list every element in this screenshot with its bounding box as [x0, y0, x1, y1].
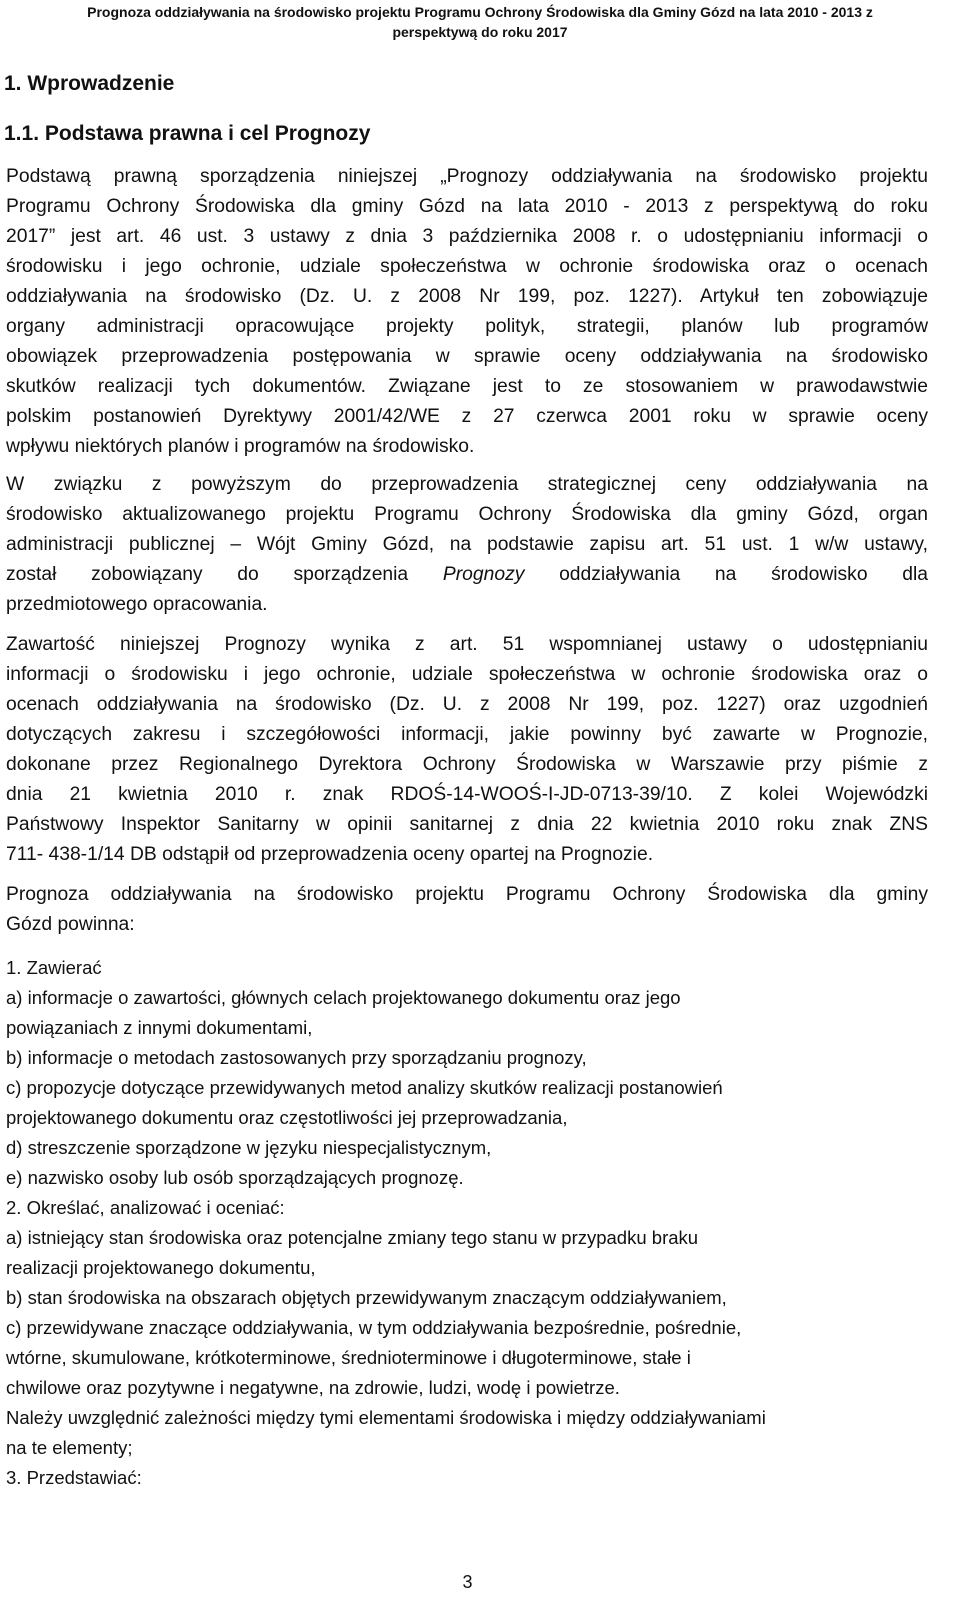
- text-line: 711- 438-1/14 DB odstąpił od przeprowadzenia oceny opartej na Prognozie.: [6, 844, 654, 865]
- text-line: Programu Ochrony Środowiska dla gminy Gózd na lata 2010 - 2013 z perspektywą do roku: [6, 196, 928, 217]
- text-line: oddziaływania na środowisko (Dz. U. z 2008 Nr 199, poz. 1227). Artykuł ten zobowiązuje: [6, 286, 928, 307]
- text-line: informacji o środowisku i jego ochronie, udziale społeczeństwa w ochronie środowiska oraz o: [6, 664, 928, 685]
- text-line: środowisku i jego ochronie, udziale społeczeństwa w ochronie środowiska oraz o ocenach: [6, 256, 928, 277]
- page-number: 3: [462, 1572, 473, 1592]
- header-line-2: perspektywą do roku 2017: [392, 24, 568, 40]
- paragraph-legal-basis: [6, 162, 928, 462]
- text-line: polskim postanowień Dyrektywy 2001/42/WE z 27 czerwca 2001 roku w sprawie oceny: [6, 406, 928, 427]
- text-line: dotyczących zakresu i szczegółowości informacji, jakie powinny być zawarte w Prognozie,: [6, 724, 928, 745]
- list-item: c) propozycje dotyczące przewidywanych metod analizy skutków realizacji postanowień: [6, 1077, 723, 1098]
- text-line: ocenach oddziaływania na środowisko (Dz. U. z 2008 Nr 199, poz. 1227) oraz uzgodnień: [6, 694, 928, 715]
- list-item: 2. Określać, analizować i oceniać:: [6, 1197, 285, 1218]
- list-item: Należy uwzględnić zależności między tymi elementami środowiska i między oddziaływaniami: [6, 1407, 766, 1428]
- text-line: Państwowy Inspektor Sanitarny w opinii sanitarnej z dnia 22 kwietnia 2010 roku znak ZNS: [6, 814, 928, 835]
- text-line: dnia 21 kwietnia 2010 r. znak RDOŚ-14-WOOŚ-I-JD-0713-39/10. Z kolei Wojewódzki: [6, 784, 928, 805]
- text-line: wpływu niektórych planów i programów na środowisko.: [6, 436, 475, 457]
- running-header: [0, 2, 960, 42]
- text-run: został zobowiązany do sporządzenia: [6, 564, 443, 585]
- list-item: 1. Zawierać: [6, 957, 102, 978]
- list-item: chwilowe oraz pozytywne i negatywne, na zdrowie, ludzi, wodę i powietrze.: [6, 1377, 620, 1398]
- requirements-list: [6, 953, 928, 1493]
- text-line: Podstawą prawną sporządzenia niniejszej „Prognozy oddziaływania na środowisko projektu: [6, 166, 928, 187]
- text-line: przedmiotowego opracowania.: [6, 594, 268, 615]
- header-line-1: Prognoza oddziaływania na środowisko projektu Programu Ochrony Środowiska dla Gminy Gózd na lata 2010 - 2013 z: [87, 4, 873, 20]
- text-line: [6, 560, 928, 590]
- list-item: 3. Przedstawiać:: [6, 1467, 142, 1488]
- text-line: administracji publicznej – Wójt Gminy Gózd, na podstawie zapisu art. 51 ust. 1 w/w ustawy,: [6, 534, 928, 555]
- list-item: e) nazwisko osoby lub osób sporządzających prognozę.: [6, 1167, 464, 1188]
- list-item: powiązaniach z innymi dokumentami,: [6, 1017, 313, 1038]
- paragraph-contents: [6, 630, 928, 870]
- text-line: 2017” jest art. 46 ust. 3 ustawy z dnia 3 października 2008 r. o udostępnianiu informacji o: [6, 226, 928, 247]
- list-item: realizacji projektowanego dokumentu,: [6, 1257, 316, 1278]
- subsection-title: 1.1. Podstawa prawna i cel Prognozy: [4, 122, 371, 145]
- text-line: dokonane przez Regionalnego Dyrektora Ochrony Środowiska w Warszawie przy piśmie z: [6, 754, 928, 775]
- list-item: b) stan środowiska na obszarach objętych przewidywanym znaczącym oddziaływaniem,: [6, 1287, 727, 1308]
- list-item: wtórne, skumulowane, krótkoterminowe, średnioterminowe i długoterminowe, stałe i: [6, 1347, 691, 1368]
- list-item: a) istniejący stan środowiska oraz potencjalne zmiany tego stanu w przypadku braku: [6, 1227, 699, 1248]
- text-line: środowisko aktualizowanego projektu Programu Ochrony Środowiska dla gminy Gózd, organ: [6, 504, 928, 525]
- list-item: d) streszczenie sporządzone w języku niespecjalistycznym,: [6, 1137, 492, 1158]
- list-item: a) informacje o zawartości, głównych celach projektowanego dokumentu oraz jego: [6, 987, 681, 1008]
- list-item: na te elementy;: [6, 1437, 133, 1458]
- text-line: Prognoza oddziaływania na środowisko projektu Programu Ochrony Środowiska dla gminy: [6, 884, 928, 905]
- italic-term: Prognozy: [442, 564, 525, 585]
- text-run: oddziaływania na środowisko dla: [524, 564, 929, 585]
- text-line: skutków realizacji tych dokumentów. Związane jest to ze stosowaniem w prawodawstwie: [6, 376, 928, 397]
- text-line: W związku z powyższym do przeprowadzenia strategicznej ceny oddziaływania na: [6, 474, 928, 495]
- text-line: organy administracji opracowujące projekty polityk, strategii, planów lub programów: [6, 316, 928, 337]
- list-item: b) informacje o metodach zastosowanych przy sporządzaniu prognozy,: [6, 1047, 587, 1068]
- text-line: Gózd powinna:: [6, 914, 135, 935]
- text-line: obowiązek przeprowadzenia postępowania w sprawie oceny oddziaływania na środowisko: [6, 346, 928, 367]
- list-item: c) przewidywane znaczące oddziaływania, w tym oddziaływania bezpośrednie, pośrednie,: [6, 1317, 742, 1338]
- paragraph-obligation: [6, 470, 928, 620]
- paragraph-requirements-intro: [6, 880, 928, 940]
- section-title: 1. Wprowadzenie: [4, 72, 175, 95]
- list-item: projektowanego dokumentu oraz częstotliwości jej przeprowadzania,: [6, 1107, 568, 1128]
- text-line: Zawartość niniejszej Prognozy wynika z art. 51 wspomnianej ustawy o udostępnianiu: [6, 634, 928, 655]
